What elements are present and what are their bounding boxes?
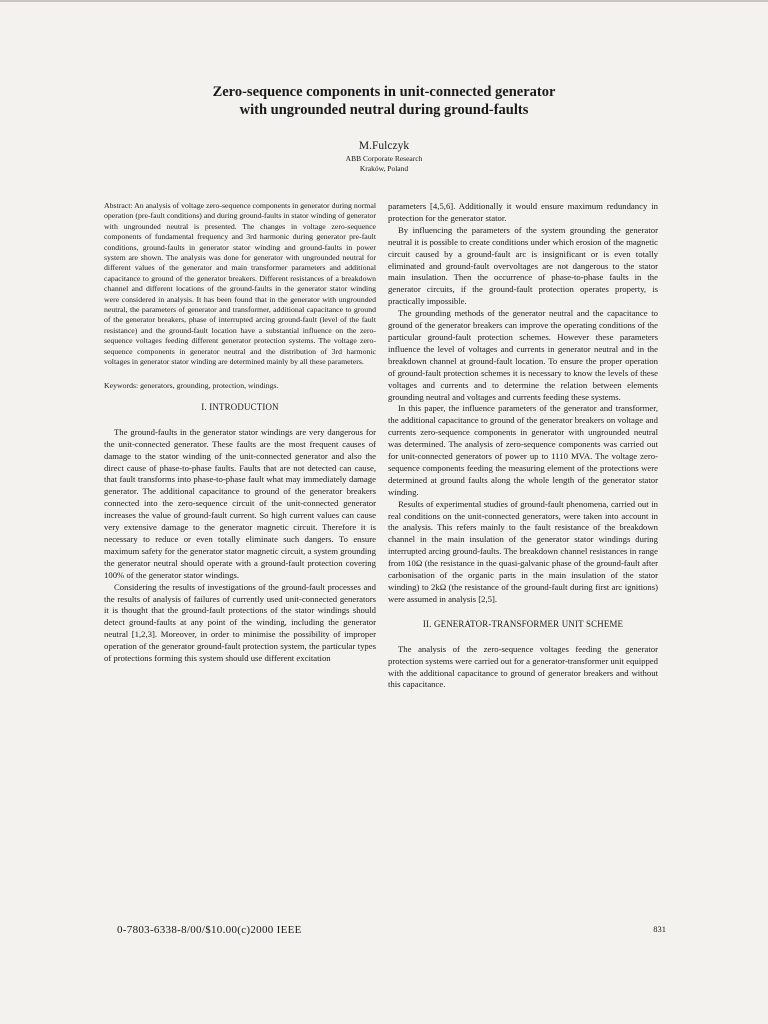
right-paragraph-5: Results of experimental studies of ground-fault phenomena, carried out in real conditions on the unit-connected generators, were taken into account in the analysis. This refers mainly to the fault resistance of the breakdown channel in the main insulation of the generator stator windings during interrupted arcing ground-faults. The breakdown channel resistances in range from 10Ω (the resistance in the quasi-galvanic phase of the ground-fault after carbonisation of the organic parts in the main insulation of the stator winding) to 2kΩ (the resistance of the ground-fault during first arc ignitions) were assumed in analysis [2,5].	[388, 498, 658, 604]
section-heading-unit-scheme: II. GENERATOR-TRANSFORMER UNIT SCHEME	[422, 618, 624, 629]
right-paragraph-6: The analysis of the zero-sequence voltages feeding the generator protection systems were carried out for a generator-transformer unit equipped with the additional capacitance to ground of generator breakers and without this capacitance.	[388, 643, 658, 690]
author-name: M.Fulczyk	[358, 140, 410, 152]
title-line-2: with ungrounded neutral during ground-faults	[239, 102, 529, 118]
left-column	[104, 201, 376, 665]
right-paragraph-2: By influencing the parameters of the system grounding the generator neutral it is possible to create conditions under which erosion of the magnetic circuit caused by a ground-fault arc is insignificant or is even totally eliminated and ground-fault overvoltages are not dangerous to the stator main insulation. Then the occurrence of phase-to-phase faults in the generator circuits, if the ground-fault protection operates property, is practically impossible.	[388, 224, 658, 307]
section-heading-introduction: I. INTRODUCTION	[201, 401, 279, 412]
abstract: Abstract: An analysis of voltage zero-sequence components in generator during normal operation (pre-fault conditions) and during ground-faults in stator winding of generator with ungrounded neutral is presented. The changes in voltage zero-sequence components of fundamental frequency and 3rd harmonic during generator pre-fault conditions, ground-faults in generator stator winding and ground-faults in power system are shown. The analysis was done for generator with ungrounded neutral for different values of the generator and main transformer parameters and additional capacitance to ground of the generator breakers. Different resistances of a breakdown channel and different locations of the ground-faults in the generator stator winding were considered in analysis. It has been found that in the generator with ungrounded neutral, the parameters of generator and transformer, additional capacitance to ground of the generator breakers, phase of interrupted arcing ground-fault (level of the fault resistance) and the ground-fault location have a substantial influence on the zero-sequence voltages feeding different generator protection systems. The voltage zero-sequence components in generator neutral and the distribution of 3rd harmonic voltages in generator stator winding are determined mainly by all these parameters.	[104, 201, 376, 367]
author-affiliation	[100, 154, 668, 174]
affiliation-line-1: ABB Corporate Research	[345, 154, 423, 163]
keywords: Keywords: generators, grounding, protection, windings.	[104, 380, 279, 390]
title-line-1: Zero-sequence components in unit-connected generator	[212, 84, 556, 100]
right-paragraph-4: In this paper, the influence parameters of the generator and transformer, the additional capacitance to ground of the generator breakers on voltage and currents zero-sequence components in generator with ungrounded neutral was determined. The analysis of zero-sequence components was carried out for unit-connected generators of power up to 1110 MVA. The voltage zero-sequence components feeding the measuring element of the protections were determined at ground faults along the whole length of the generator stator winding.	[388, 403, 658, 497]
scan-top-edge	[0, 0, 768, 2]
intro-paragraph-2: Considering the results of investigations of the ground-fault processes and the results of analysis of failures of currently used unit-connected generators it is thought that the ground-fault protections of the stator windings should detect ground-faults at any point of the winding, including the generator neutral [1,2,3]. Moreover, in order to minimise the possibility of improper operation of the generator ground-fault protection system, the particular types of protections forming this system should use different excitation	[104, 581, 376, 664]
copyright-notice: 0-7803-6338-8/00/$10.00(c)2000 IEEE	[117, 924, 302, 936]
intro-paragraph-1: The ground-faults in the generator stator windings are very dangerous for the unit-connected generator. These faults are the most frequent causes of damage to the stator winding of the unit-connected generator and also the direct cause of phase-to-phase faults. Faults that are not detected can cause, that fault transforms into phase-to-phase fault what may immediately damage generator. The additional capacitance to ground of the generator breakers connected into the zero-sequence circuit of the unit-connected generator increases the value of ground-fault current. So high current values can cause very extensive damage to the generator magnetic circuit. Therefore it is necessary to reduce or even totally eliminate such dangers. To ensure maximum safety for the generator stator magnetic circuit, a system grounding the generator neutral should operate with a ground-fault protection covering 100% of the generator stator windings.	[104, 426, 376, 580]
affiliation-line-2: Kraków, Poland	[359, 164, 409, 173]
right-column	[388, 201, 658, 691]
paper-title	[100, 83, 668, 119]
page-number: 831	[653, 924, 666, 934]
right-paragraph-1: parameters [4,5,6]. Additionally it would ensure maximum redundancy in protection for the generator stator.	[388, 201, 658, 223]
right-paragraph-3: The grounding methods of the generator neutral and the capacitance to ground of the generator breakers can improve the operating conditions of the particular ground-fault protection schemes. However these parameters influence the level of voltages and currents in generator neutral and in the breakdown channel at ground-fault location. To ensure the proper operation of ground-fault protection schemes it is necessary to know the levels of these voltages and currents and to determine the relation between elements grounding neutral and voltages and currents feeding these systems.	[388, 308, 658, 402]
